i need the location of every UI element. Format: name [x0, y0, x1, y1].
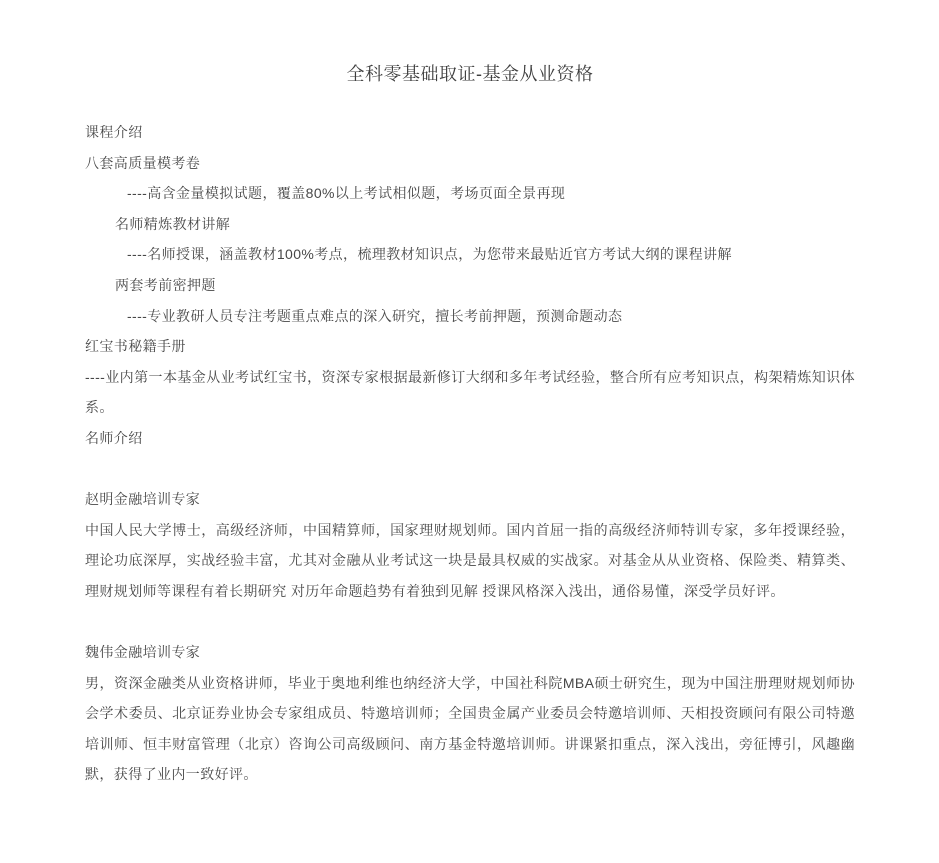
feature-red-book-name: 红宝书秘籍手册	[85, 338, 186, 355]
course-intro-heading: 课程介绍	[85, 124, 143, 140]
teacher-zhao-name: 赵明金融培训专家	[85, 491, 201, 508]
teacher-zhao-bio: 中国人民大学博士，高级经济师，中国精算师，国家理财规划师。国内首屈一指的高级经济师特训专家，多年授课经验，理论功底深厚，实战经验丰富，尤其对金融从业考试这一块是最具权威的实战家。对基金从从业资格、保险类、精算类、理财规划师等课程有着长期研究 对历年命题趋势有着独到见解 授课风格深入浅出，通俗易懂，深受学员好评。	[85, 521, 855, 599]
feature-mock-exam-papers-name: 八套高质量模考卷	[85, 154, 201, 171]
feature-teacher-lectures-desc: ----名师授课，涵盖教材100%考点，梳理教材知识点，为您带来最贴近官方考试大纲的课程讲解	[127, 246, 732, 263]
teacher-intro-heading: 名师介绍	[85, 429, 143, 446]
feature-mock-exam-papers-desc: ----高含金量模拟试题，覆盖80%以上考试相似题，考场页面全景再现	[127, 185, 566, 202]
feature-exam-predictions-desc: ----专业教研人员专注考题重点难点的深入研究，擅长考前押题，预测命题动态	[127, 307, 623, 324]
page-title: 全科零基础取证-基金从业资格	[346, 64, 594, 84]
teacher-wei-name: 魏伟金融培训专家	[85, 644, 201, 661]
feature-teacher-lectures-name: 名师精炼教材讲解	[115, 215, 231, 232]
feature-red-book-desc: ----业内第一本基金从业考试红宝书，资深专家根据最新修订大纲和多年考试经验，整合所有应考知识点，构架精炼知识体系。	[85, 368, 855, 416]
feature-exam-predictions-name: 两套考前密押题	[115, 276, 216, 293]
teacher-wei-bio: 男，资深金融类从业资格讲师，毕业于奥地利维也纳经济大学，中国社科院MBA硕士研究生，现为中国注册理财规划师协会学术委员、北京证券业协会专家组成员、特邀培训师；全国贵金属产业委员会特邀培训师、天相投资顾问有限公司特邀培训师、恒丰财富管理（北京）咨询公司高级顾问、南方基金特邀培训师。讲课紧扣重点，深入浅出，旁征博引，风趣幽默，获得了业内一致好评。	[85, 674, 855, 783]
